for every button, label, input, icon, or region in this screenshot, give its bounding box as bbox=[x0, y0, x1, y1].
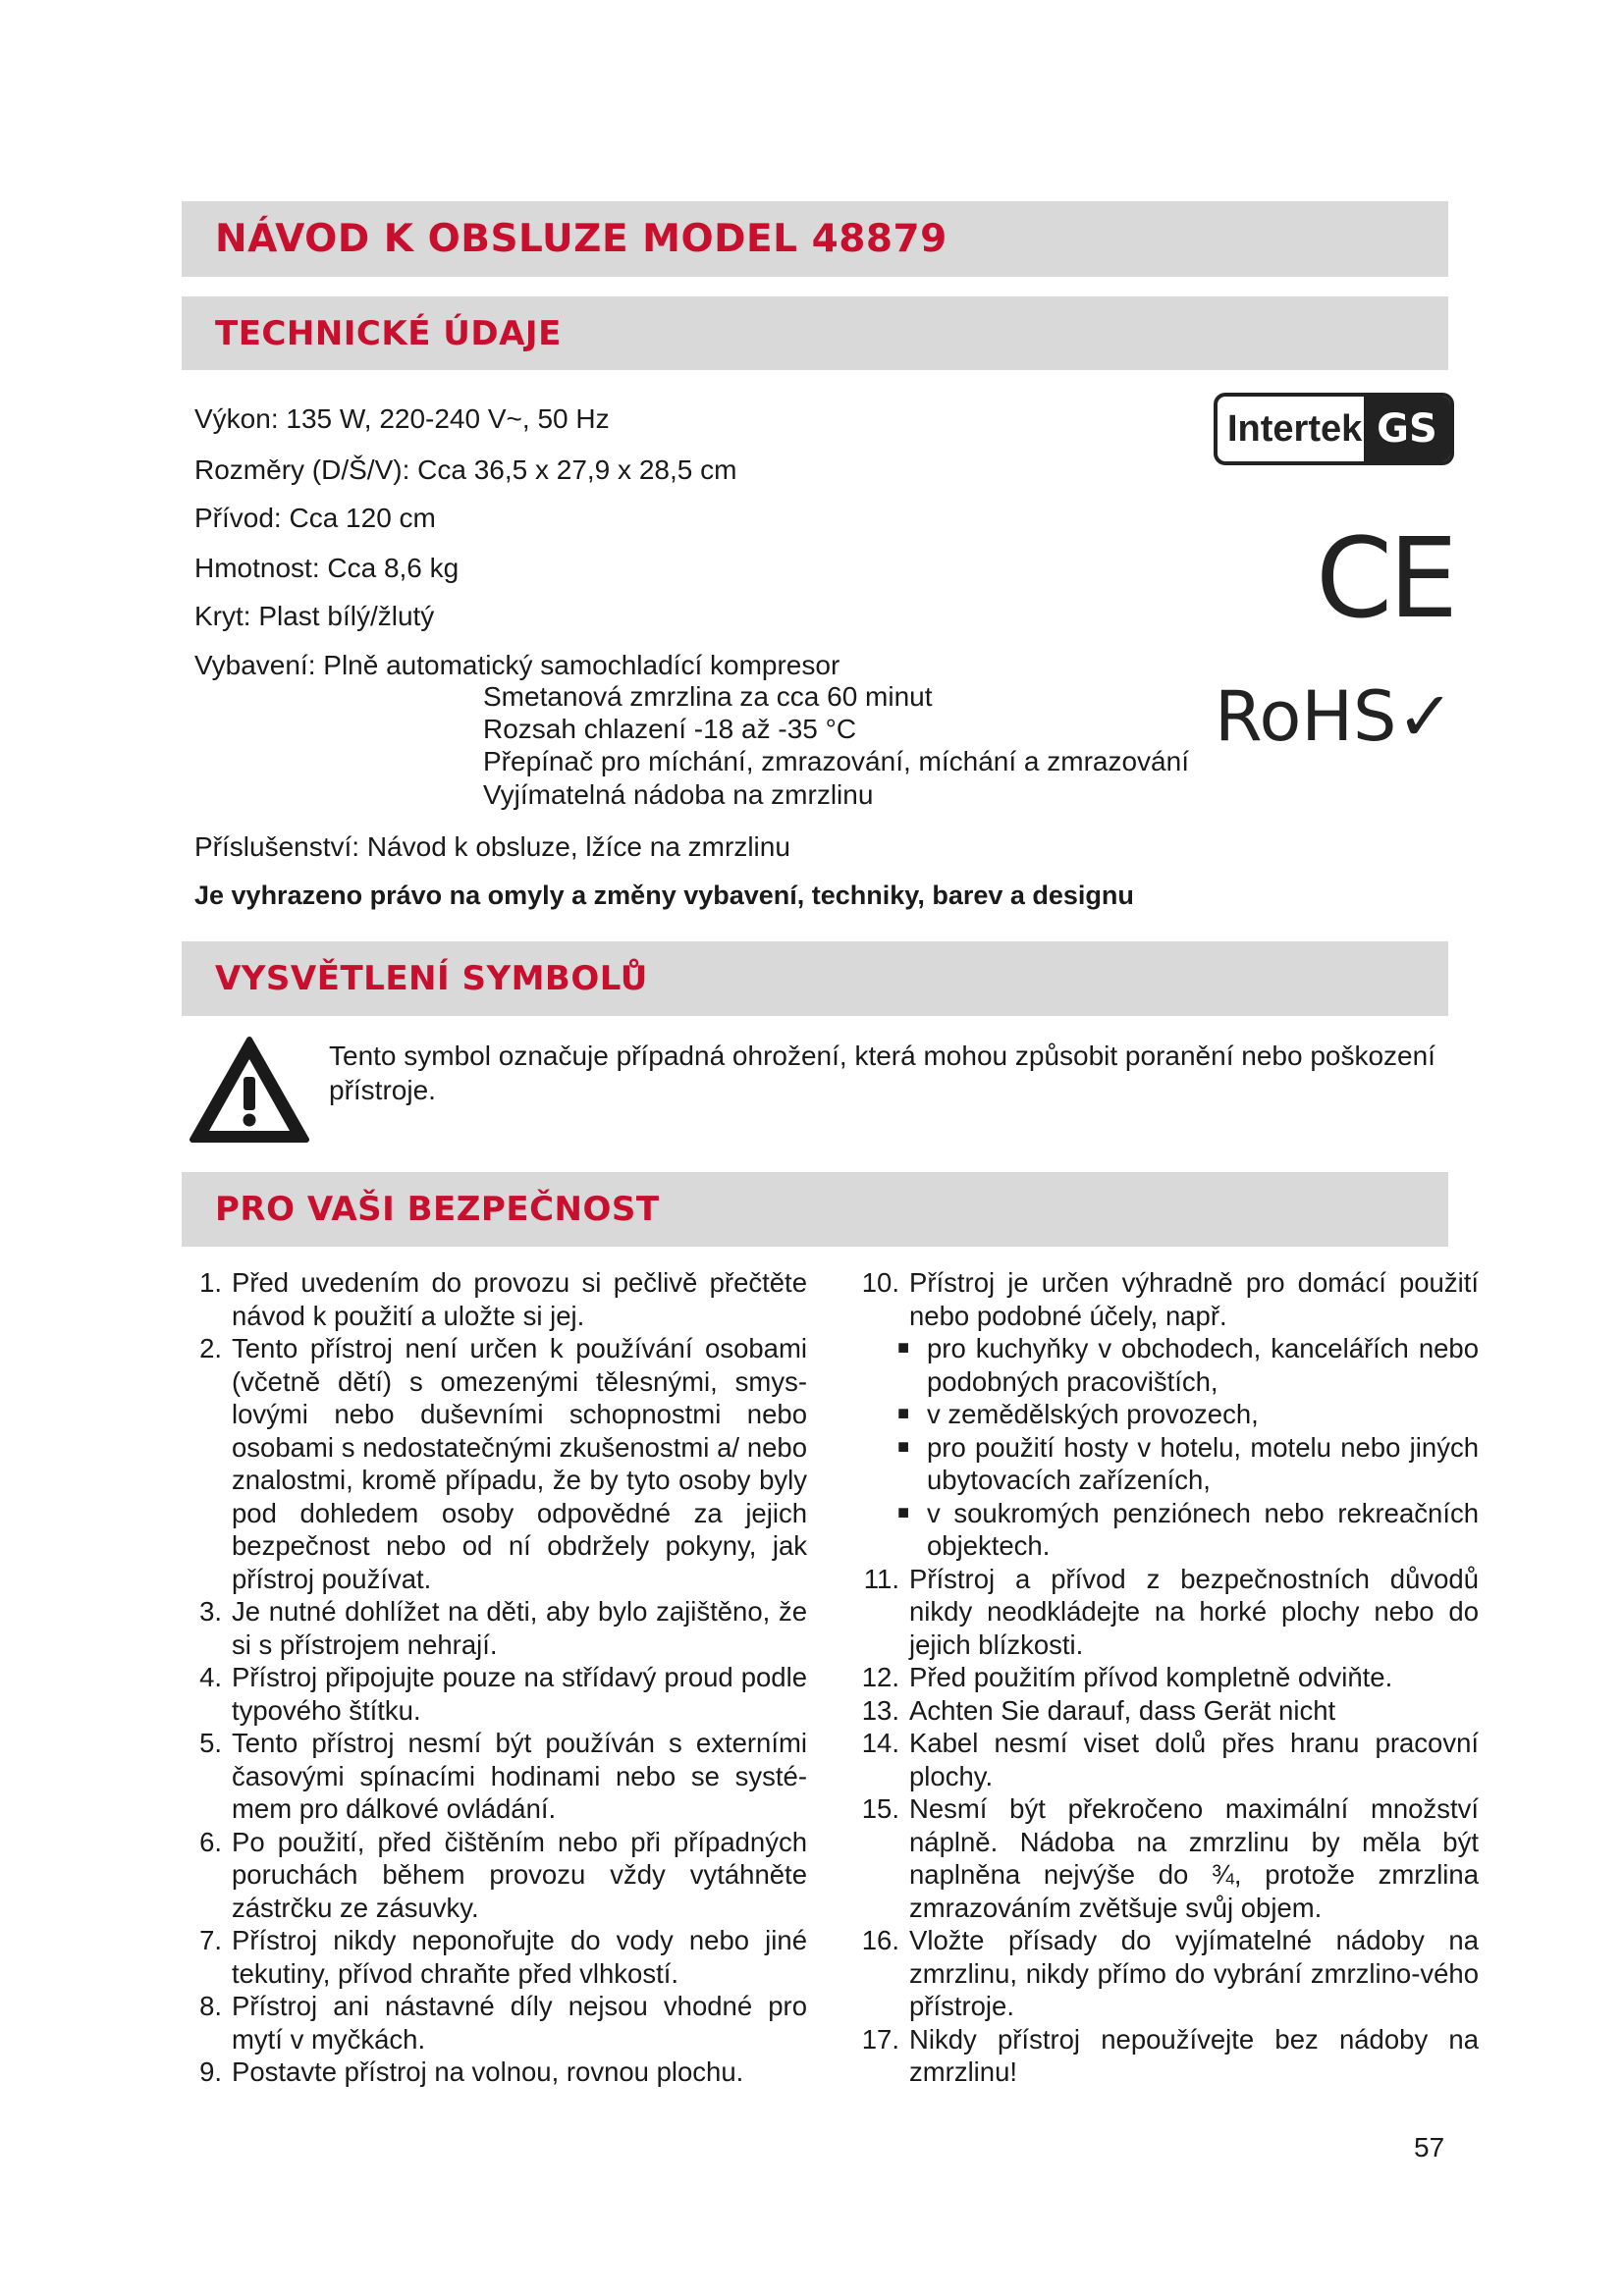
spec-dimensions: Rozměry (D/Š/V): Cca 36,5 x 27,9 x 28,5 cm bbox=[194, 454, 737, 485]
item-number: 8. bbox=[199, 1991, 222, 2021]
page-number: 57 bbox=[1414, 2132, 1445, 2163]
spec-cover: Kryt: Plast bílý/žlutý bbox=[194, 601, 435, 631]
safety-item bbox=[177, 1661, 807, 1727]
safety-sub-item bbox=[842, 1332, 1479, 1398]
safety-item bbox=[842, 1266, 1479, 1332]
item-number: 16. bbox=[861, 1925, 899, 1955]
ce-mark: CE bbox=[1316, 515, 1454, 643]
safety-sub-item bbox=[842, 1497, 1479, 1563]
safety-item bbox=[842, 1661, 1479, 1694]
spec-cable: Přívod: Cca 120 cm bbox=[194, 503, 436, 533]
section-header-technical-data bbox=[182, 296, 1448, 370]
safety-item bbox=[177, 1990, 807, 2056]
sub-item-text: v zemědělských provozech, bbox=[927, 1399, 1259, 1429]
item-number: 12. bbox=[861, 1662, 899, 1692]
item-text: Kabel nesmí viset dolů přes hranu pracovní plochy. bbox=[909, 1728, 1479, 1791]
safety-item bbox=[177, 1826, 807, 1925]
item-number: 3. bbox=[199, 1596, 222, 1627]
bullet-icon: ■ bbox=[897, 1501, 910, 1523]
item-number: 17. bbox=[861, 2023, 899, 2055]
gs-mark: GS bbox=[1364, 397, 1450, 461]
warning-triangle-icon bbox=[189, 1036, 310, 1146]
section-header-safety bbox=[182, 1172, 1448, 1247]
item-text: Přístroj připojujte pouze na střídavý proud podle typového štítku. bbox=[232, 1662, 807, 1726]
spec-equipment-item: Vyjímatelná nádoba na zmrzlinu bbox=[483, 779, 874, 810]
document-title-band bbox=[182, 201, 1448, 277]
safety-sub-item bbox=[842, 1398, 1479, 1431]
item-number: 1. bbox=[199, 1267, 222, 1298]
item-number: 2. bbox=[199, 1333, 222, 1363]
item-text: Přístroj nikdy neponořujte do vody nebo jiné tekutiny, přívod chraňte před vlhkostí. bbox=[232, 1925, 807, 1989]
sub-item-text: pro použití hosty v hotelu, motelu nebo jiných ubytovacích zařízeních, bbox=[927, 1431, 1479, 1495]
item-number: 6. bbox=[199, 1826, 222, 1857]
spec-equipment-item: Přepínač pro míchání, zmrazování, míchání a zmrazování bbox=[483, 746, 1189, 776]
item-text: Přístroj ani nástavné díly nejsou vhodné pro mytí v myčkách. bbox=[232, 1991, 807, 2055]
section-title-symbols: VYSVĚTLENÍ SYMBOLŮ bbox=[215, 959, 648, 998]
item-text: Vložte přísady do vyjímatelné nádoby na zmrzlinu, nikdy přímo do vybrání zmrzlino-vého přístroje. bbox=[909, 1925, 1479, 2021]
spec-equipment-label: Vybavení: Plně automatický samochladící kompresor bbox=[194, 650, 840, 680]
item-text: Před použitím přívod kompletně odviňte. bbox=[909, 1662, 1393, 1692]
item-number: 10. bbox=[861, 1267, 899, 1298]
section-header-symbols bbox=[182, 941, 1448, 1016]
item-text: Tento přístroj není určen k používání osobami (včetně dětí) s omezenými tělesnými, smys-lovými nebo duševními schopnostmi nebo osobami s nedostatečnými zkušenostmi a/ nebo znalostmi, kromě případu, že by tyto osoby byly pod dohledem osoby odpovědné za jejich bezpečnost nebo od ní obdržely pokyny, jak přístroj používat. bbox=[232, 1333, 807, 1594]
bullet-icon: ■ bbox=[897, 1435, 910, 1458]
sub-item-text: pro kuchyňky v obchodech, kancelářích nebo podobných pracovištích, bbox=[927, 1333, 1479, 1397]
item-text: Přístroj je určen výhradně pro domácí použití nebo podobné účely, např. bbox=[909, 1267, 1479, 1331]
item-number: 15. bbox=[861, 1793, 899, 1824]
safety-item bbox=[842, 1792, 1479, 1924]
item-text: Přístroj a přívod z bezpečnostních důvodů nikdy neodkládejte na horké plochy nebo do jejich blízkosti. bbox=[909, 1563, 1479, 1660]
bullet-icon: ■ bbox=[897, 1403, 910, 1424]
warning-symbol-description: Tento symbol označuje případná ohrožení, která mohou způsobit poranění nebo poškození přístroje. bbox=[329, 1041, 1435, 1105]
spec-weight: Hmotnost: Cca 8,6 kg bbox=[194, 553, 460, 583]
intertek-logo-text: Intertek bbox=[1227, 407, 1363, 450]
item-text: Po použití, před čištěním nebo při případných poruchách během provozu vždy vytáhněte zástrčku ze zásuvky. bbox=[232, 1826, 807, 1923]
item-number: 11. bbox=[863, 1563, 899, 1594]
rohs-mark: RoHS✓ bbox=[1215, 676, 1455, 757]
spec-equipment-item: Smetanová zmrzlina za cca 60 minut bbox=[483, 681, 933, 712]
section-title-technical-data: TECHNICKÉ ÚDAJE bbox=[215, 313, 562, 353]
safety-item bbox=[177, 1924, 807, 1990]
safety-list-left-column bbox=[177, 1266, 807, 2089]
safety-item bbox=[177, 1595, 807, 1661]
safety-list-right-column bbox=[842, 1266, 1479, 2089]
item-text: Nikdy přístroj nepoužívejte bez nádoby na zmrzlinu! bbox=[909, 2023, 1479, 2087]
safety-item bbox=[842, 1924, 1479, 2023]
bullet-icon: ■ bbox=[897, 1337, 910, 1359]
item-number: 7. bbox=[199, 1925, 222, 1955]
safety-item bbox=[177, 1266, 807, 1332]
sub-item-text: v soukromých penziónech nebo rekreačních objektech. bbox=[927, 1497, 1479, 1561]
item-number: 5. bbox=[199, 1728, 222, 1758]
safety-item bbox=[842, 1694, 1479, 1728]
item-number: 14. bbox=[861, 1728, 899, 1758]
safety-item bbox=[177, 1727, 807, 1826]
spec-accessories: Příslušenství: Návod k obsluze, lžíce na zmrzlinu bbox=[194, 831, 790, 862]
safety-item bbox=[177, 1332, 807, 1595]
safety-sub-item bbox=[842, 1431, 1479, 1497]
safety-item bbox=[842, 1563, 1479, 1662]
item-text: Achten Sie darauf, dass Gerät nicht bbox=[909, 1694, 1336, 1726]
item-text: Nesmí být překročeno maximální množství náplně. Nádoba na zmrzlinu by měla být naplněna nejvýše do ¾, protože zmrzlina zmrazováním zvětšuje svůj objem. bbox=[909, 1793, 1479, 1923]
item-number: 9. bbox=[199, 2056, 222, 2087]
spec-power: Výkon: 135 W, 220-240 V~, 50 Hz bbox=[194, 403, 610, 434]
item-text: Před uvedením do provozu si pečlivě přečtěte návod k použití a uložte si jej. bbox=[232, 1267, 807, 1331]
intertek-gs-logo bbox=[1214, 393, 1454, 465]
document-title: NÁVOD K OBSLUZE MODEL 48879 bbox=[215, 217, 947, 261]
safety-item bbox=[842, 1727, 1479, 1792]
item-text: Je nutné dohlížet na děti, aby bylo zajištěno, že si s přístrojem nehrají. bbox=[232, 1596, 807, 1660]
spec-equipment-item: Rozsah chlazení -18 až -35 °C bbox=[483, 714, 857, 744]
disclaimer-note: Je vyhrazeno právo na omyly a změny vybavení, techniky, barev a designu bbox=[194, 881, 1134, 910]
item-text: Tento přístroj nesmí být používán s externími časovými spínacími hodinami nebo se systé-mem pro dálkové ovládání. bbox=[232, 1728, 807, 1824]
safety-item bbox=[177, 2056, 807, 2089]
item-number: 13. bbox=[861, 1694, 899, 1726]
safety-item bbox=[842, 2023, 1479, 2089]
item-text: Postavte přístroj na volnou, rovnou plochu. bbox=[232, 2056, 744, 2087]
item-number: 4. bbox=[199, 1662, 222, 1692]
section-title-safety: PRO VAŠI BEZPEČNOST bbox=[215, 1190, 660, 1229]
